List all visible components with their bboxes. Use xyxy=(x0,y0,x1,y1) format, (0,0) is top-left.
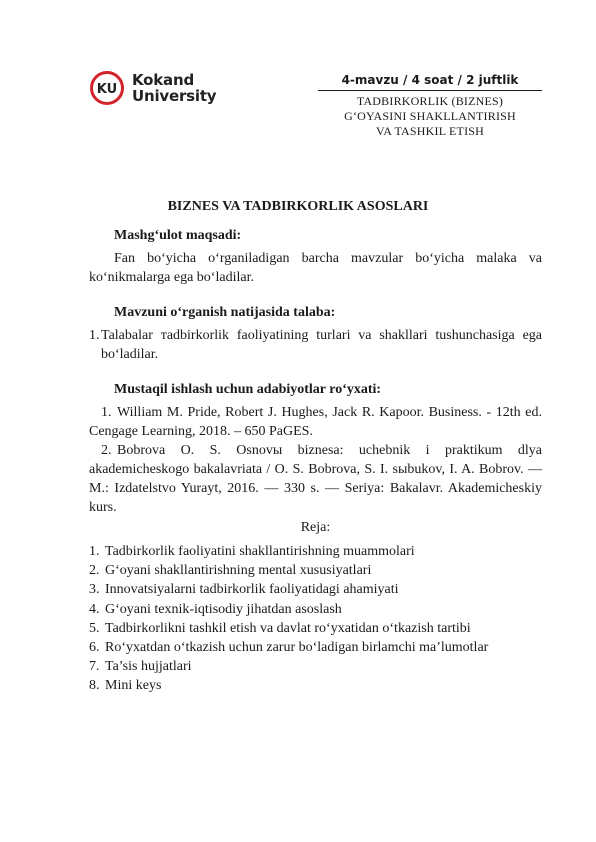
list-item xyxy=(89,619,542,638)
university-logo xyxy=(89,66,239,110)
svg-text:KU: KU xyxy=(96,82,118,97)
list-item-number: 2. xyxy=(101,443,112,458)
list-item-text: G‘oyani shakllantirishning mental xususiyatlari xyxy=(105,563,372,579)
list-item xyxy=(89,600,542,619)
plan-title: Reja: xyxy=(300,520,331,535)
list-item-number: 1. xyxy=(89,544,100,559)
list-item-text: Tadbirkorlik faoliyatini shakllantirishning muammolari xyxy=(105,544,415,559)
list-item-number: 2. xyxy=(89,563,100,579)
topic-title xyxy=(318,94,542,139)
lesson-header xyxy=(318,72,542,139)
logo-wordmark xyxy=(132,72,216,104)
outcome-heading: Mavzuni o‘rganish natijasida talaba: xyxy=(114,305,336,320)
list-item-number: 1. xyxy=(89,328,100,343)
list-item xyxy=(89,657,542,676)
list-item-number: 6. xyxy=(89,640,100,656)
list-item-number: 1. xyxy=(101,405,112,420)
goal-text: Fan bo‘yicha o‘rganiladigan barcha mavzular bo‘yicha malaka va ko‘nikmalarga ega bo‘ladilar. xyxy=(89,251,542,285)
list-item-text: Tadbirkorlikni tashkil etish va davlat ro‘yxatidan o‘tkazish tartibi xyxy=(105,620,471,636)
ku-logo-icon xyxy=(89,70,125,106)
list-item xyxy=(89,580,542,599)
list-item-text: Ro‘yxatdan o‘tkazish uchun zarur bo‘ladigan birlamchi ma’lumotlar xyxy=(105,640,489,656)
list-item-text: G‘oyani texnik-iqtisodiy jihatdan asoslash xyxy=(105,601,342,617)
list-item-number: 4. xyxy=(89,601,100,617)
topic-line-2: G‘OYASINI SHAKLLANTIRISH xyxy=(344,109,516,123)
list-item-text: Talabalar тadbirkorlik faoliyatining turlari va shakllari tushunchasiga ega bo‘ladilar. xyxy=(101,328,542,362)
list-item xyxy=(89,441,542,517)
literature-heading: Mustaqil ishlash uchun adabiyotlar ro‘yxati: xyxy=(114,382,382,397)
logo-line-1: Kokand xyxy=(132,71,194,89)
list-item xyxy=(89,403,542,441)
goal-heading: Mashg‘ulot maqsadi: xyxy=(114,228,242,243)
list-item-text: William M. Pride, Robert J. Hughes, Jack R. Kapoor. Business. - 12th ed. Cengage Learning, 2018. – 650 PaGES. xyxy=(89,405,542,439)
list-item-text: Mini keys xyxy=(105,678,162,694)
list-item-text: Ta’sis hujjatlari xyxy=(105,659,192,675)
list-item-text: Innovatsiyalarni tadbirkorlik faoliyatidagi ahamiyati xyxy=(105,582,399,598)
logo-line-2: University xyxy=(132,87,217,105)
plan-list xyxy=(89,542,542,696)
list-item-number: 5. xyxy=(89,620,100,636)
list-item-text: Bobrova O. S. Osnovы biznesa: uchebnik i praktikum dlya akademicheskogo bakalavriata / O. S. Bobrova, S. I. sыbukov, I. A. Bobrov. — M.: Izdatelstvo Yurayt, 2016. — 330 s. — Seriya: Bakalavr. Akademicheskiy kurs. xyxy=(89,443,542,515)
topic-line-1: TADBIRKORLIK (BIZNES) xyxy=(356,94,504,108)
topic-line-3: VA TASHKIL ETISH xyxy=(375,124,485,138)
outcome-list xyxy=(89,326,542,364)
list-item xyxy=(89,638,542,657)
lesson-meta: 4-mavzu / 4 soat / 2 juftlik xyxy=(318,72,542,91)
list-item xyxy=(89,561,542,580)
list-item-number: 7. xyxy=(89,659,100,675)
page-title: BIZNES VA TADBIRKORLIK ASOSLARI xyxy=(167,199,429,214)
document-body xyxy=(89,226,542,696)
literature-list xyxy=(89,403,542,517)
list-item xyxy=(89,542,542,561)
list-item-number: 3. xyxy=(89,582,100,598)
list-item xyxy=(89,326,542,364)
list-item-number: 8. xyxy=(89,678,100,694)
list-item xyxy=(89,676,542,695)
